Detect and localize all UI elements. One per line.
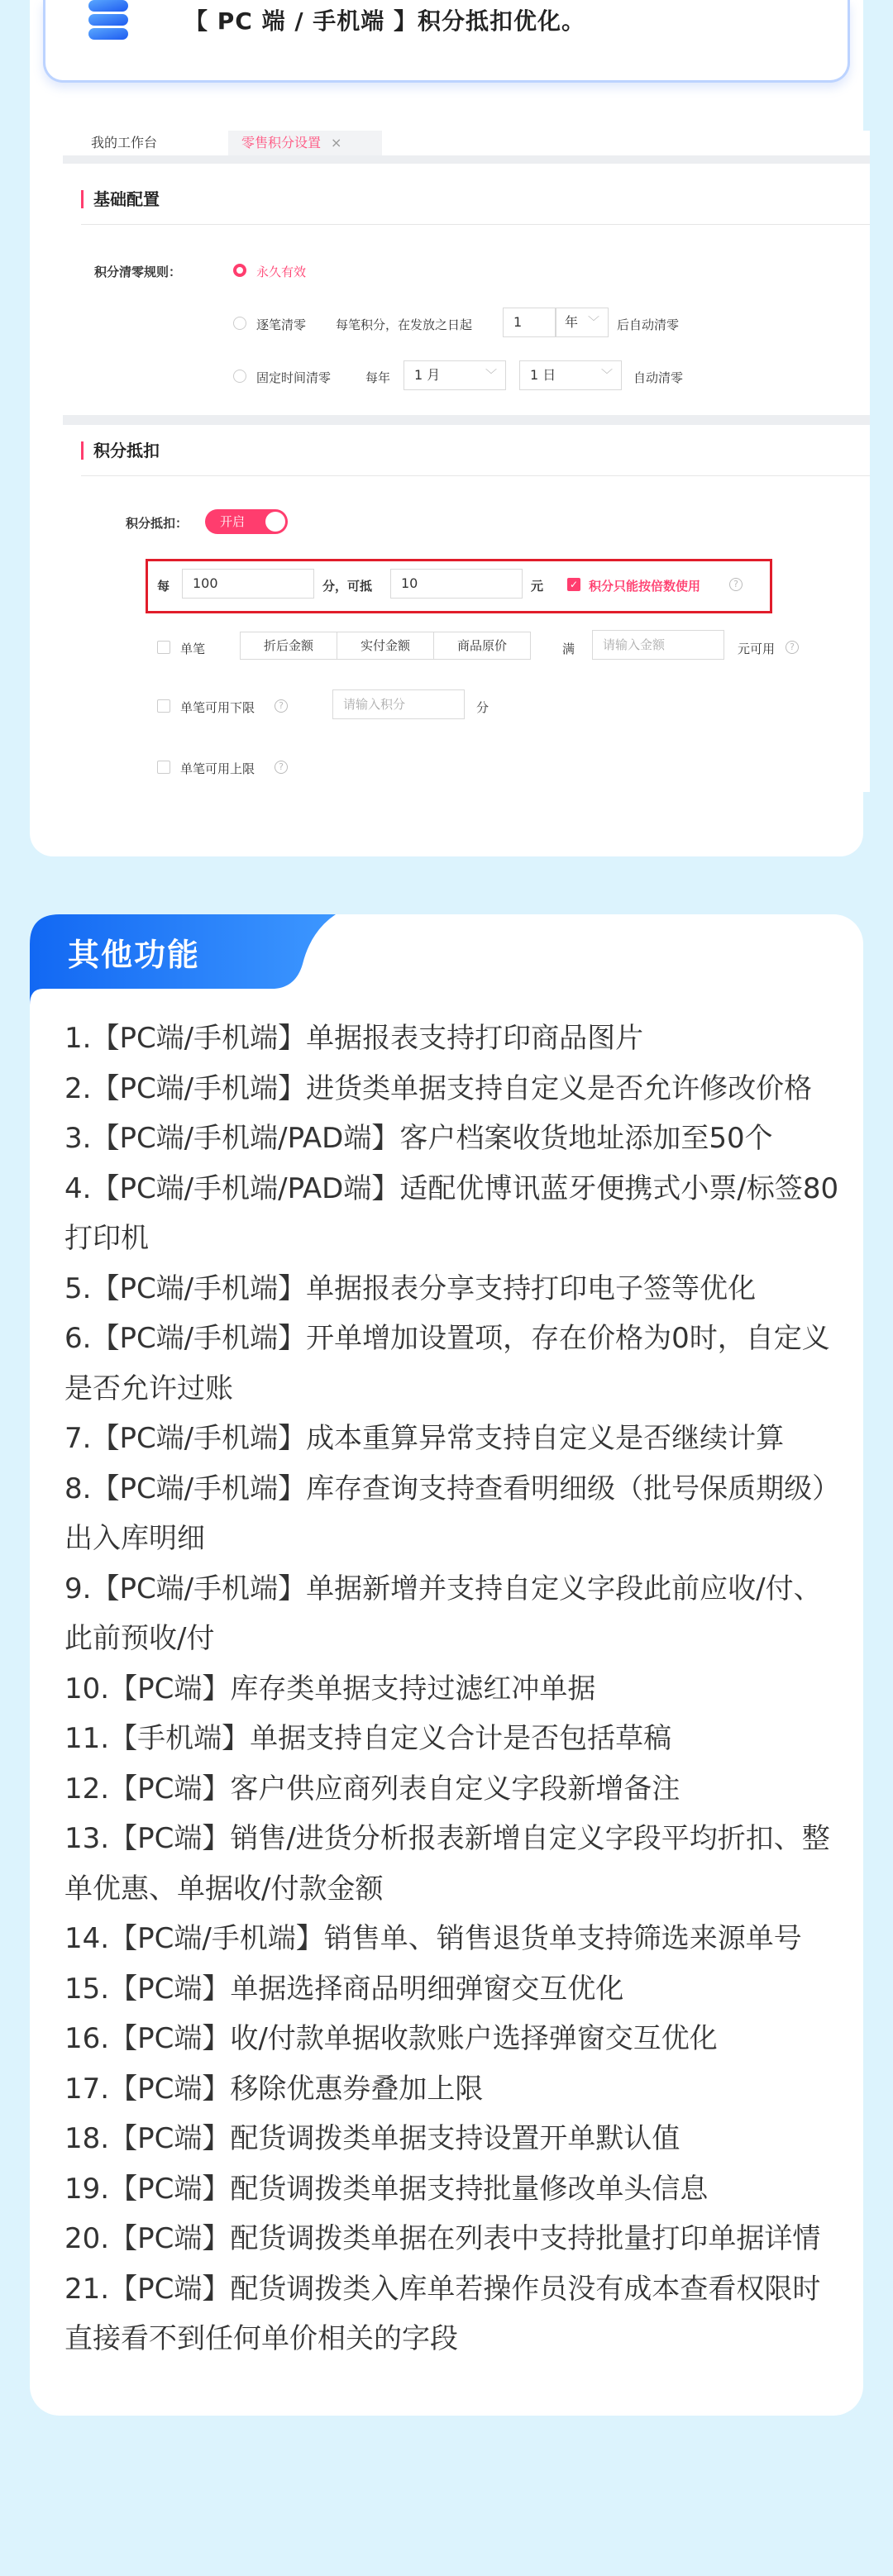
month-value: 1 月 bbox=[414, 367, 441, 383]
day-value: 1 日 bbox=[530, 367, 556, 383]
deduct-amount-input[interactable]: 10 bbox=[390, 569, 523, 599]
single-label: 单笔 bbox=[180, 642, 206, 656]
radio-forever[interactable] bbox=[233, 264, 246, 277]
section-title-basic: 基础配置 bbox=[81, 190, 160, 208]
radio-fixed[interactable] bbox=[233, 370, 246, 383]
toggle-text: 开启 bbox=[220, 514, 246, 529]
gradual-text: 每笔积分，在发放之日起 bbox=[336, 317, 473, 332]
help-icon[interactable]: ? bbox=[729, 578, 743, 591]
single-checkbox[interactable] bbox=[157, 641, 170, 654]
list-item: 9.【PC端/手机端】单据新增并支持自定义字段此前应收/付、此前预收/付 bbox=[64, 1572, 822, 1655]
help-icon[interactable]: ? bbox=[786, 641, 799, 654]
deduct-toggle-label: 积分抵扣： bbox=[126, 516, 189, 531]
divider bbox=[81, 224, 870, 225]
feature-card bbox=[30, 0, 863, 856]
tab-retail-points[interactable] bbox=[228, 131, 382, 155]
list-item: 11.【手机端】单据支持自定义合计是否包括草稿 bbox=[64, 1722, 672, 1755]
full-amount-input[interactable]: 请输入金额 bbox=[592, 630, 724, 660]
list-item: 10.【PC端】库存类单据支持过滤红冲单据 bbox=[64, 1672, 596, 1705]
list-item: 20.【PC端】配货调拨类单据在列表中支持批量打印单据详情 bbox=[64, 2222, 821, 2255]
per-label: 每 bbox=[157, 579, 170, 594]
help-icon[interactable]: ? bbox=[275, 699, 288, 713]
list-item: 14.【PC端/手机端】销售单、销售退货单支持筛选来源单号 bbox=[64, 1922, 802, 1955]
fixed-day-select[interactable] bbox=[519, 360, 622, 390]
divider bbox=[81, 475, 870, 476]
unit-value: 年 bbox=[565, 314, 579, 330]
lower-label: 单笔可用下限 bbox=[180, 700, 255, 715]
seg-paid[interactable]: 实付金额 bbox=[337, 632, 434, 660]
mid-text: 分，可抵 bbox=[322, 579, 373, 594]
list-item: 18.【PC端】配货调拨类单据支持设置开单默认值 bbox=[64, 2122, 680, 2155]
database-icon bbox=[87, 0, 130, 41]
fixed-month-select[interactable] bbox=[404, 360, 506, 390]
feature-banner bbox=[43, 0, 850, 83]
fixed-suffix: 自动清零 bbox=[633, 370, 684, 385]
banner-text: 【 PC 端 / 手机端 】积分抵扣优化。 bbox=[184, 7, 586, 35]
list-item: 5.【PC端/手机端】单据报表分享支持打印电子签等优化 bbox=[64, 1271, 757, 1305]
upper-label: 单笔可用上限 bbox=[180, 761, 255, 776]
list-item: 4.【PC端/手机端/PAD端】适配优博讯蓝牙便携式小票/标签80打印机 bbox=[64, 1171, 839, 1255]
list-item: 15.【PC端】单据选择商品明细弹窗交互优化 bbox=[64, 1972, 624, 2006]
upper-checkbox[interactable] bbox=[157, 761, 170, 774]
option-forever-label: 永久有效 bbox=[256, 265, 307, 279]
fixed-every: 每年 bbox=[365, 370, 391, 385]
lower-checkbox[interactable] bbox=[157, 699, 170, 713]
list-item: 6.【PC端/手机端】开单增加设置项，存在价格为0时，自定义是否允许过账 bbox=[64, 1322, 830, 1405]
list-item: 17.【PC端】移除优惠券叠加上限 bbox=[64, 2072, 484, 2106]
seg-discounted[interactable]: 折后金额 bbox=[240, 632, 337, 660]
list-item: 13.【PC端】销售/进货分析报表新增自定义字段平均折扣、整单优惠、单据收/付款金额 bbox=[64, 1822, 830, 1906]
points-input[interactable]: 请输入积分 bbox=[332, 689, 465, 719]
section-title-deduct: 积分抵扣 bbox=[81, 441, 160, 460]
list-item: 2.【PC端/手机端】进货类单据支持自定义是否允许修改价格 bbox=[64, 1071, 813, 1105]
close-icon[interactable]: × bbox=[331, 135, 342, 150]
unit-yuan: 元 bbox=[531, 579, 544, 594]
tab-label: 零售积分设置 bbox=[241, 135, 322, 150]
list-item: 7.【PC端/手机端】成本重算异常支持自定义是否继续计算 bbox=[64, 1422, 785, 1455]
list-item: 3.【PC端/手机端/PAD端】客户档案收货地址添加至50个 bbox=[64, 1122, 773, 1155]
tab-bar bbox=[63, 131, 870, 164]
usable-text: 元可用 bbox=[738, 642, 776, 656]
list-item: 12.【PC端】客户供应商列表自定义字段新增备注 bbox=[64, 1772, 680, 1806]
gradual-unit-select[interactable] bbox=[556, 308, 609, 337]
gradual-suffix: 后自动清零 bbox=[617, 317, 680, 332]
full-label: 满 bbox=[562, 642, 575, 656]
list-item: 21.【PC端】配货调拨类入库单若操作员没有成本查看权限时直接看不到任何单价相关的字段 bbox=[64, 2272, 821, 2355]
chevron-down-icon: ﹀ bbox=[601, 369, 613, 382]
radio-gradual[interactable] bbox=[233, 317, 246, 330]
other-functions-card bbox=[30, 914, 863, 2416]
per-points-input[interactable]: 100 bbox=[182, 569, 314, 599]
list-item: 8.【PC端/手机端】库存查询支持查看明细级（批号保质期级）出入库明细 bbox=[64, 1472, 841, 1555]
deduct-toggle[interactable] bbox=[205, 509, 288, 534]
chevron-down-icon: ﹀ bbox=[485, 369, 497, 382]
option-gradual-label: 逐笔清零 bbox=[256, 317, 307, 332]
help-icon[interactable]: ? bbox=[275, 761, 288, 774]
settings-screenshot bbox=[63, 131, 870, 792]
feature-list bbox=[64, 1014, 842, 2364]
gradual-value-input[interactable]: 1 bbox=[503, 308, 556, 337]
toggle-knob bbox=[265, 512, 285, 532]
points-unit: 分 bbox=[476, 700, 489, 715]
multiple-text: 积分只能按倍数使用 bbox=[589, 579, 701, 594]
clear-rule-label: 积分清零规则： bbox=[94, 265, 182, 279]
section-separator bbox=[63, 415, 870, 425]
seg-original[interactable]: 商品原价 bbox=[433, 632, 531, 660]
chevron-down-icon: ﹀ bbox=[588, 316, 599, 329]
list-item: 16.【PC端】收/付款单据收款账户选择弹窗交互优化 bbox=[64, 2022, 718, 2055]
tab-workbench[interactable]: 我的工作台 bbox=[91, 135, 158, 150]
list-item: 1.【PC端/手机端】单据报表支持打印商品图片 bbox=[64, 1022, 644, 1055]
list-item: 19.【PC端】配货调拨类单据支持批量修改单头信息 bbox=[64, 2172, 709, 2206]
section-title-other: 其他功能 bbox=[68, 937, 201, 973]
multiple-checkbox[interactable]: ✓ bbox=[567, 578, 580, 591]
option-fixed-label: 固定时间清零 bbox=[256, 370, 332, 385]
